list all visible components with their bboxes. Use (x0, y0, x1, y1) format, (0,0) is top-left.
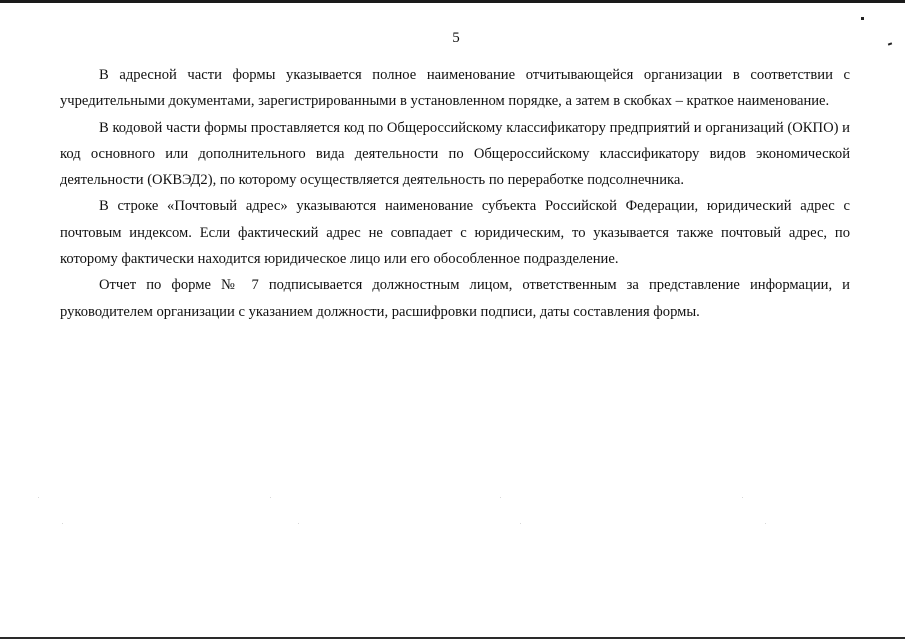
faint-scan-row (0, 497, 905, 498)
document-body (60, 62, 850, 325)
scan-edge-top (0, 0, 905, 3)
paragraph-code-section: В кодовой части формы проставляется код по Общероссийскому классификатору предприятий и организаций (ОКПО) и код основного или дополнительного вида деятельности по Общероссийскому классификатору видов экономической деятельности (ОКВЭД2), по которому осуществляется деятельность по переработке подсолнечника. (60, 119, 850, 189)
scan-speck (861, 17, 864, 20)
scan-edge-bottom (0, 637, 905, 639)
paragraph-postal-address: В строке «Почтовый адрес» указываются наименование субъекта Российской Федерации, юридический адрес с почтовым индексом. Если фактический адрес не совпадает с юридическим, то указывается также почтовый адрес, по которому фактически находится юридическое лицо или его обособленное подразделение. (60, 198, 850, 268)
paragraph-signature: Отчет по форме № 7 подписывается должностным лицом, ответственным за представление информации, и руководителем организации с указанием должности, расшифровки подписи, даты составления формы. (60, 277, 850, 320)
page-number: 5 (452, 30, 460, 46)
paragraph-address-section: В адресной части формы указывается полное наименование отчитывающейся организации в соответствии с учредительными документами, зарегистрированными в установленном порядке, а затем в скобках – краткое наименование. (60, 67, 850, 110)
faint-scan-row (0, 523, 905, 524)
